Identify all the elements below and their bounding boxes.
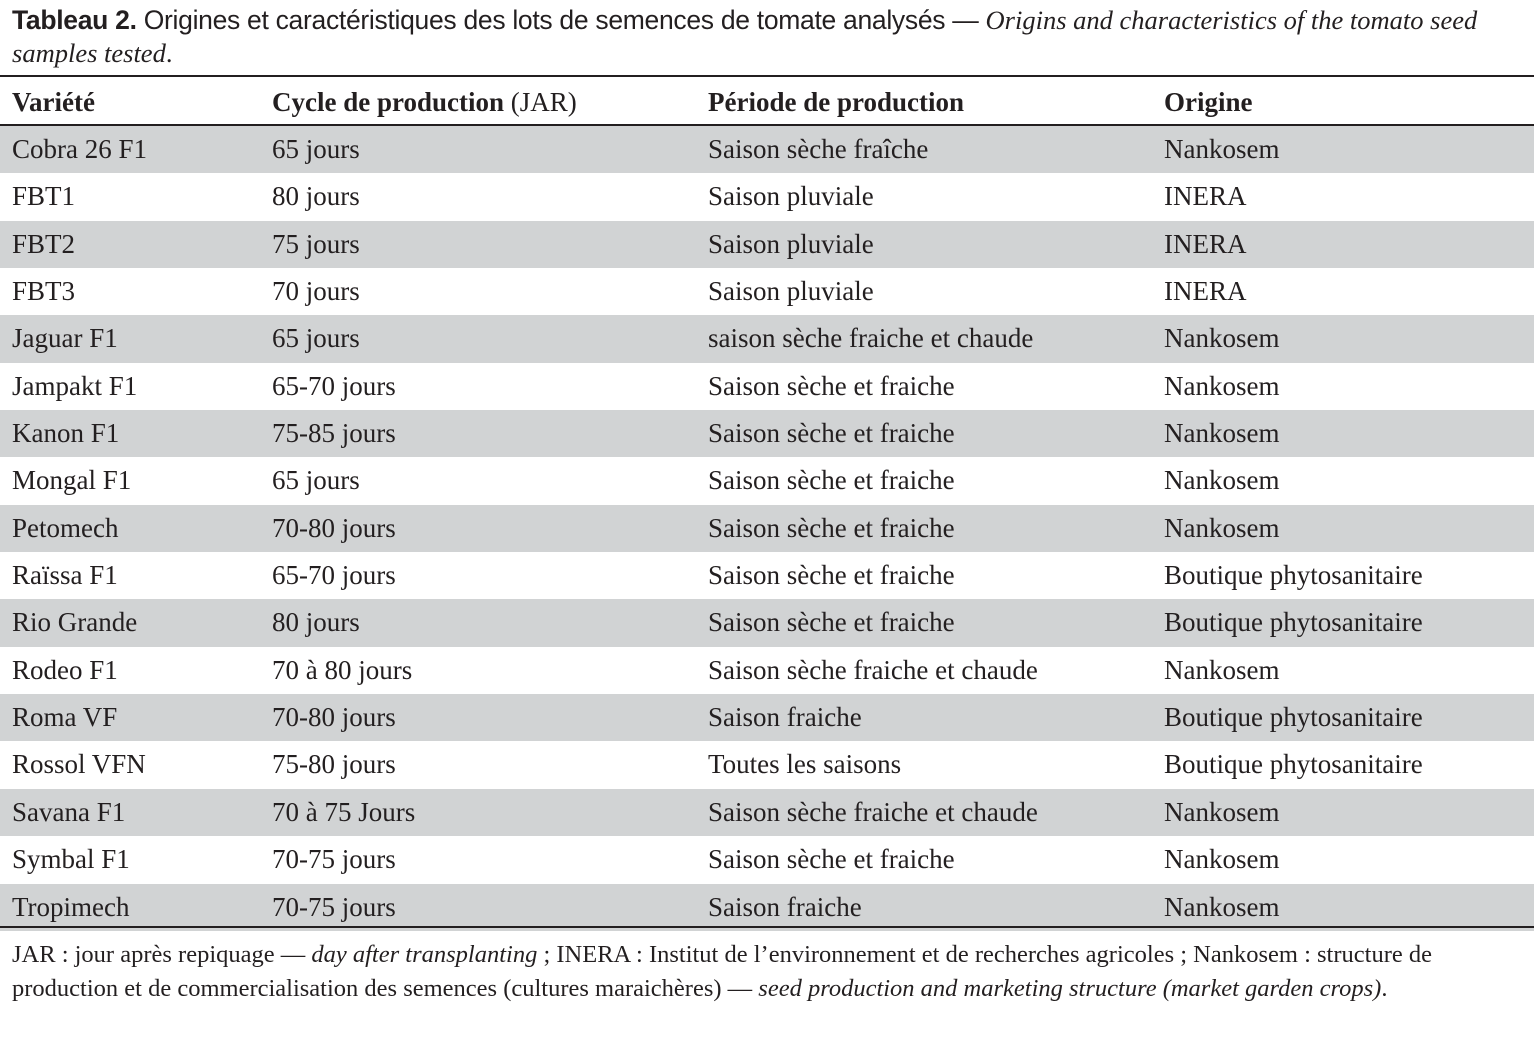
table-row <box>0 552 1534 599</box>
cell-origine: INERA <box>1164 181 1247 212</box>
cell-variete: Cobra 26 F1 <box>12 134 147 164</box>
table-row <box>0 173 1534 220</box>
cell-variete: Petomech <box>12 512 119 543</box>
header-periode: Période de production <box>708 87 964 117</box>
footnote-abbrev-inera-nankosem: ; INERA : Institut de l’environnement et de recherches agricoles ; Nankosem : structure de production et de commercialisation des semences (cultures maraichères) — <box>12 941 1432 1002</box>
header-cycle <box>272 78 577 126</box>
cell-periode: Saison pluviale <box>708 181 874 212</box>
cell-origine: INERA <box>1164 276 1247 307</box>
cell-periode: Saison sèche et fraiche <box>708 465 955 496</box>
cell-cycle: 75-80 jours <box>272 749 396 780</box>
cell-cycle: 65 jours <box>272 465 360 496</box>
cell-origine: Boutique phytosanitaire <box>1164 560 1423 591</box>
cell-periode: Saison pluviale <box>708 276 874 307</box>
table-row <box>0 599 1534 646</box>
cell-origine: Nankosem <box>1164 370 1280 401</box>
table-row <box>0 457 1534 504</box>
cell-variete: Tropimech <box>12 891 130 922</box>
cell-cycle: 70-75 jours <box>272 891 396 922</box>
table-footnote <box>12 938 1527 1006</box>
table-body <box>0 126 1534 931</box>
cell-cycle: 70-75 jours <box>272 844 396 875</box>
table-row <box>0 505 1534 552</box>
cell-periode: Saison sèche et fraiche <box>708 370 955 401</box>
table-caption <box>12 4 1527 70</box>
header-variete: Variété <box>12 87 95 117</box>
cell-variete: Raïssa F1 <box>12 560 118 591</box>
cell-variete: Savana F1 <box>12 796 126 827</box>
table-row <box>0 836 1534 883</box>
cell-cycle: 80 jours <box>272 181 360 212</box>
cell-periode: Saison sèche fraiche et chaude <box>708 654 1038 685</box>
cell-variete: FBT3 <box>12 276 76 307</box>
cell-variete: FBT2 <box>12 228 76 259</box>
cell-periode: Saison sèche et fraiche <box>708 844 955 875</box>
table-row <box>0 789 1534 836</box>
cell-origine: Nankosem <box>1164 796 1280 827</box>
cell-origine: Nankosem <box>1164 654 1280 685</box>
table-top-rule <box>0 75 1534 77</box>
cell-periode: Saison sèche et fraiche <box>708 512 955 543</box>
cell-periode: Saison sèche fraiche et chaude <box>708 796 1038 827</box>
cell-cycle: 75 jours <box>272 228 360 259</box>
footnote-end: . <box>1381 975 1388 1002</box>
table-row <box>0 268 1534 315</box>
cell-origine: Nankosem <box>1164 512 1280 543</box>
footnote-abbrev-jar: JAR : jour après repiquage — <box>12 941 312 968</box>
cell-periode: saison sèche fraiche et chaude <box>708 323 1034 354</box>
cell-variete: Kanon F1 <box>12 418 120 449</box>
cell-cycle: 70 à 80 jours <box>272 654 413 685</box>
cell-origine: Nankosem <box>1164 323 1280 354</box>
table-row <box>0 694 1534 741</box>
cell-cycle: 70 à 75 Jours <box>272 796 416 827</box>
table-row <box>0 647 1534 694</box>
cell-variete: FBT1 <box>12 181 76 212</box>
cell-periode: Toutes les saisons <box>708 749 902 780</box>
cell-periode: Saison fraiche <box>708 702 862 733</box>
table-row <box>0 221 1534 268</box>
cell-origine: Nankosem <box>1164 844 1280 875</box>
cell-variete: Symbal F1 <box>12 844 130 875</box>
cell-cycle: 70-80 jours <box>272 702 396 733</box>
cell-variete: Mongal F1 <box>12 465 132 496</box>
cell-variete: Jaguar F1 <box>12 323 118 354</box>
header-cycle-unit: (JAR) <box>504 87 577 117</box>
cell-periode: Saison sèche et fraiche <box>708 607 955 638</box>
footnote-nankosem-english: seed production and marketing structure (market garden crops) <box>758 975 1382 1002</box>
cell-cycle: 65-70 jours <box>272 560 396 591</box>
cell-periode: Saison pluviale <box>708 228 874 259</box>
cell-cycle: 70 jours <box>272 276 360 307</box>
cell-origine: Nankosem <box>1164 465 1280 496</box>
cell-origine: Boutique phytosanitaire <box>1164 702 1423 733</box>
footnote-jar-english: day after transplanting <box>311 941 538 968</box>
cell-variete: Jampakt F1 <box>12 370 138 401</box>
cell-variete: Rossol VFN <box>12 749 146 780</box>
cell-cycle: 80 jours <box>272 607 360 638</box>
cell-periode: Saison sèche et fraiche <box>708 560 955 591</box>
table-header-row <box>0 78 1534 124</box>
cell-periode: Saison sèche fraîche <box>708 134 929 164</box>
cell-cycle: 65 jours <box>272 134 360 164</box>
caption-label: Tableau 2. <box>12 5 137 35</box>
cell-periode: Saison fraiche <box>708 891 862 922</box>
cell-origine: Boutique phytosanitaire <box>1164 749 1423 780</box>
cell-cycle: 65-70 jours <box>272 370 396 401</box>
cell-origine: Nankosem <box>1164 418 1280 449</box>
cell-periode: Saison sèche et fraiche <box>708 418 955 449</box>
caption-end: . <box>165 38 173 68</box>
header-cycle-label: Cycle de production <box>272 87 505 117</box>
table-row <box>0 741 1534 788</box>
cell-origine: Nankosem <box>1164 891 1280 922</box>
cell-origine: Nankosem <box>1164 134 1280 164</box>
cell-variete: Rio Grande <box>12 607 138 638</box>
cell-origine: INERA <box>1164 228 1247 259</box>
cell-variete: Rodeo F1 <box>12 654 118 685</box>
cell-cycle: 75-85 jours <box>272 418 396 449</box>
cell-variete: Roma VF <box>12 702 118 733</box>
table-row <box>0 126 1534 173</box>
cell-cycle: 65 jours <box>272 323 360 354</box>
table-row <box>0 315 1534 362</box>
table-bottom-rule <box>0 926 1534 928</box>
cell-cycle: 70-80 jours <box>272 512 396 543</box>
table-row <box>0 884 1534 931</box>
cell-origine: Boutique phytosanitaire <box>1164 607 1423 638</box>
caption-french: Origines et caractéristiques des lots de semences de tomate analysés — <box>136 5 986 35</box>
table-row <box>0 363 1534 410</box>
header-origine: Origine <box>1164 87 1253 117</box>
caption-english: Origins and characteristics of the tomato seed samples tested <box>12 5 1478 68</box>
table-row <box>0 410 1534 457</box>
